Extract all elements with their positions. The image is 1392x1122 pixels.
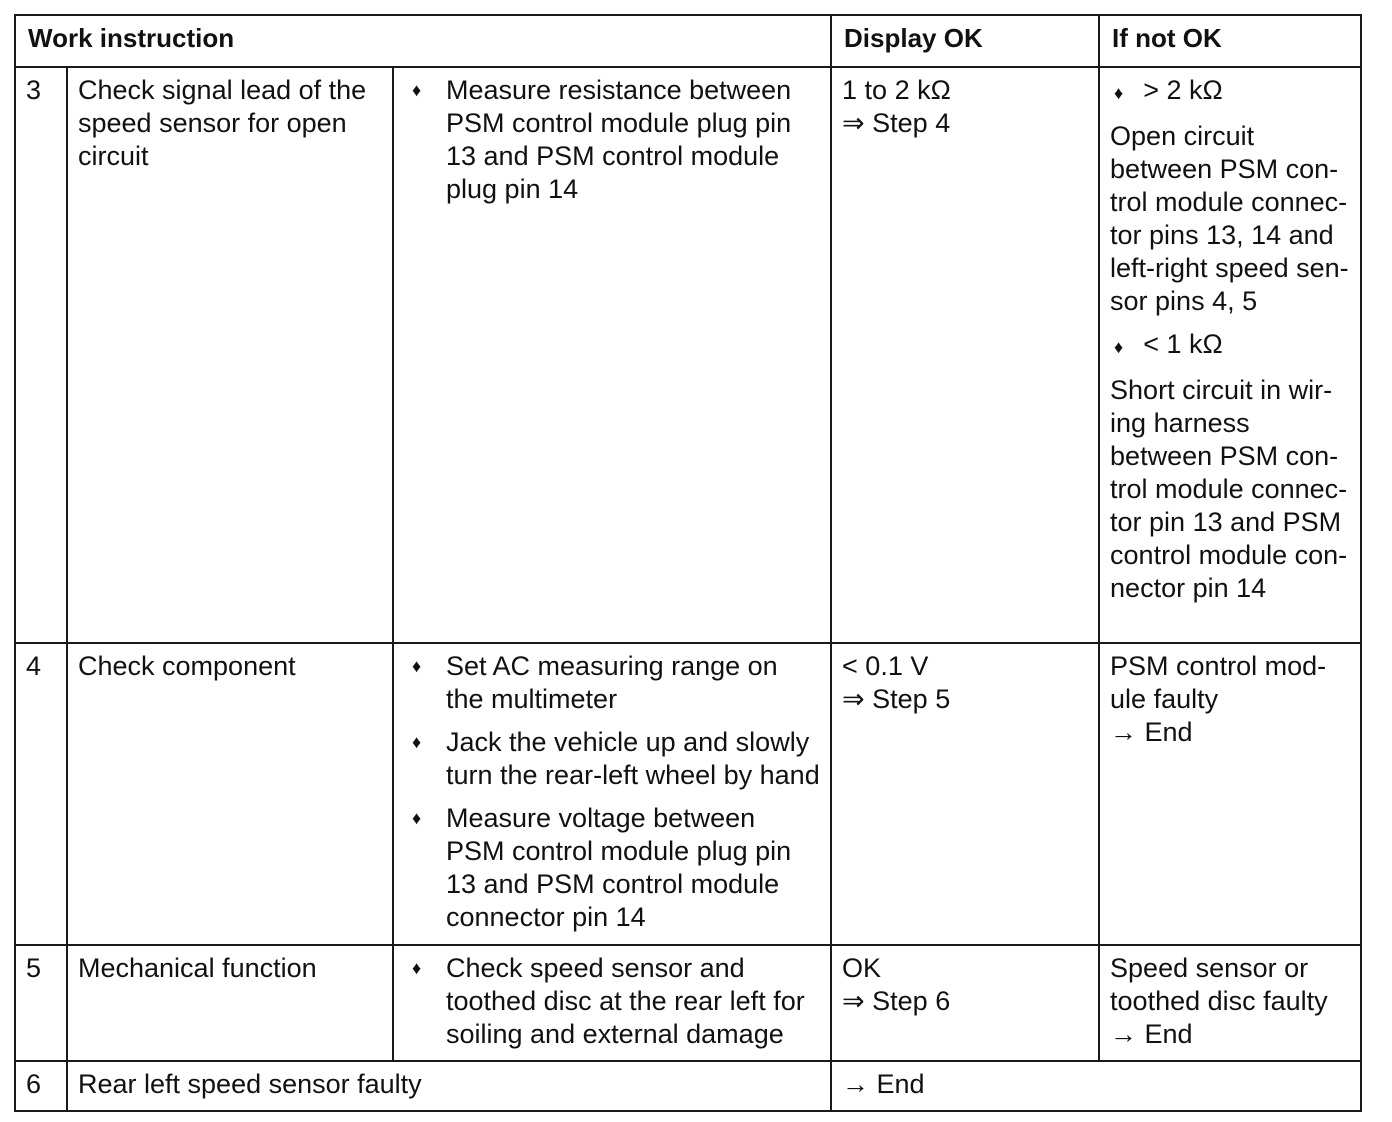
step-title: Mechanical function <box>67 945 393 1061</box>
list-item <box>404 726 820 792</box>
display-ok-cell <box>831 945 1099 1061</box>
step-title: Rear left speed sensor faulty <box>67 1061 831 1111</box>
instruction-text: Set AC measuring range on the multimeter <box>446 651 778 714</box>
instruction-cell <box>393 643 831 945</box>
if-not-ok-cell <box>1099 945 1361 1061</box>
step-title: Check signal lead of the speed sensor for open circuit <box>67 67 393 643</box>
failure-case <box>1110 328 1350 605</box>
list-item <box>404 952 820 1051</box>
diamond-bullet-icon: ♦ <box>412 80 422 100</box>
expected-value: < 0.1 V <box>842 651 929 681</box>
display-ok-cell <box>831 643 1099 945</box>
list-item <box>404 802 820 934</box>
step-number: 6 <box>15 1061 67 1111</box>
display-ok-header: Display OK <box>831 15 1099 67</box>
list-item <box>404 650 820 716</box>
table-header-row <box>15 15 1361 67</box>
next-step: → End <box>1110 717 1193 747</box>
instruction-cell <box>393 67 831 643</box>
next-step: → End <box>1110 1019 1193 1049</box>
failure-condition-row <box>1110 328 1350 364</box>
failure-condition: < 1 kΩ <box>1143 329 1223 359</box>
failure-description: Short circuit in wir-ing harness between PSM con-trol module connec-tor pin 13 and PSM control module con-nector pin 14 <box>1110 375 1348 603</box>
diamond-bullet-icon: ♦ <box>412 732 422 752</box>
next-step: ⇒ Step 4 <box>842 108 951 138</box>
diagnostic-table <box>14 14 1362 1112</box>
display-ok-cell <box>831 67 1099 643</box>
instruction-text: Measure resistance between PSM control module plug pin 13 and PSM control module plug pin 14 <box>446 75 792 204</box>
if-not-ok-cell <box>1099 67 1361 643</box>
diamond-bullet-icon: ♦ <box>412 958 422 978</box>
display-ok-cell: → End <box>831 1061 1361 1111</box>
diamond-bullet-icon: ♦ <box>412 808 422 828</box>
step-number: 4 <box>15 643 67 945</box>
instruction-cell <box>393 945 831 1061</box>
failure-condition: > 2 kΩ <box>1143 75 1223 105</box>
failure-description: Speed sensor or toothed disc faulty <box>1110 953 1328 1016</box>
if-not-ok-cell <box>1099 643 1361 945</box>
diamond-bullet-icon: ♦ <box>1114 83 1124 103</box>
step-title: Check component <box>67 643 393 945</box>
instruction-text: Jack the vehicle up and slowly turn the rear-left wheel by hand <box>446 727 820 790</box>
step-number: 5 <box>15 945 67 1061</box>
list-item <box>404 74 820 206</box>
failure-condition-row <box>1110 74 1350 110</box>
step-number: 3 <box>15 67 67 643</box>
table-row <box>15 945 1361 1061</box>
failure-description: Open circuit between PSM con-trol module connec-tor pins 13, 14 and left-right speed sen-sor pins 4, 5 <box>1110 121 1349 316</box>
expected-value: OK <box>842 953 882 983</box>
instruction-text: Measure voltage between PSM control module plug pin 13 and PSM control module connector pin 14 <box>446 803 792 932</box>
expected-value: 1 to 2 kΩ <box>842 75 951 105</box>
table-row <box>15 67 1361 643</box>
table-row <box>15 643 1361 945</box>
table-row <box>15 1061 1361 1111</box>
failure-description: PSM control mod-ule faulty <box>1110 651 1327 714</box>
instruction-text: Check speed sensor and toothed disc at the rear left for soiling and external damage <box>446 953 805 1049</box>
diamond-bullet-icon: ♦ <box>412 656 422 676</box>
diamond-bullet-icon: ♦ <box>1114 337 1124 357</box>
failure-case <box>1110 74 1350 318</box>
next-step: ⇒ Step 6 <box>842 986 951 1016</box>
next-step: ⇒ Step 5 <box>842 684 951 714</box>
work-instruction-header: Work instruction <box>15 15 831 67</box>
if-not-ok-header: If not OK <box>1099 15 1361 67</box>
